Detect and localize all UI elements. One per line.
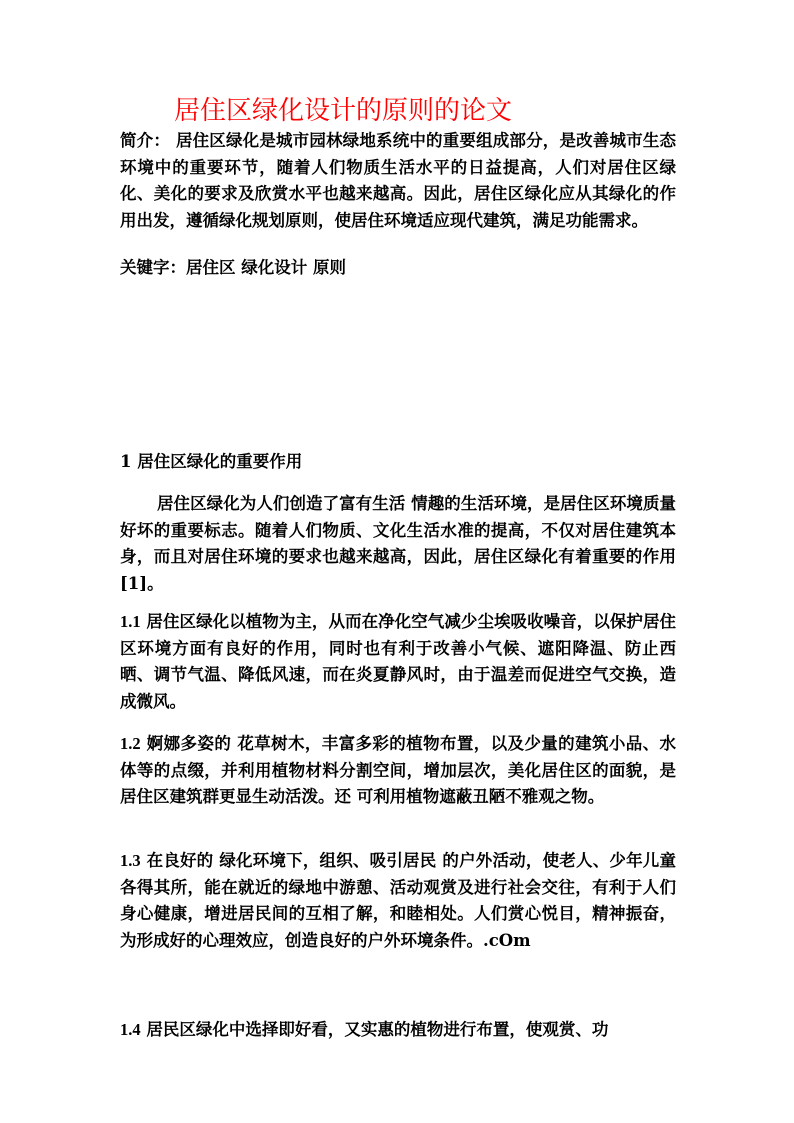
page-title: 居住区绿化设计的原则的论文	[174, 96, 513, 126]
item-number: 1.2	[120, 734, 141, 753]
item-paragraph-1-2	[120, 731, 676, 811]
keywords-line: 关键字：居住区 绿化设计 原则	[120, 258, 346, 277]
section-intro-paragraph: 居住区绿化为人们创造了富有生活 情趣的生活环境，是居住区环境质量好坏的重要标志。随着人们物质、文化生活水准的提高，不仅对居住建筑本身，而且对居住环境的要求也越来越高，因此，居住区绿化有着重要的作用[1]。	[120, 494, 676, 593]
item-paragraph-1-3	[120, 848, 676, 954]
section-heading: 1 居住区绿化的重要作用	[120, 452, 303, 471]
item-paragraph-1-4	[120, 1017, 676, 1044]
item-paragraph-1-1	[120, 609, 676, 715]
abstract-paragraph: 简介： 居住区绿化是城市园林绿地系统中的重要组成部分，是改善城市生态环境中的重要环节，随着人们物质生活水平的日益提高，人们对居住区绿化、美化的要求及欣赏水平也越来越高。因此，居住区绿化应从其绿化的作用出发，遵循绿化规划原则，使居住环境适应现代建筑，满足功能需求。	[120, 131, 676, 230]
item-number: 1.4	[120, 1020, 141, 1039]
item-text: 居住区绿化以植物为主，从而在净化空气减少尘埃吸收噪音，以保护居住区环境方面有良好的作用，同时也有利于改善小气候、遮阳降温、防止西晒、调节气温、降低风速，而在炎夏静风时，由于温差而促进空气交换，造成微风。	[120, 612, 676, 711]
item-number: 1.1	[120, 612, 141, 631]
item-number: 1.3	[120, 851, 141, 870]
item-text: 在良好的 绿化环境下，组织、吸引居民 的户外活动，使老人、少年儿童各得其所，能在就近的绿地中游憩、活动观赏及进行社会交往，有利于人们身心健康，增进居民间的互相了解，和睦相处。人们赏心悦目，精神振奋，为形成好的心理效应，创造良好的户外环境条件。.cOm	[120, 851, 676, 950]
item-text: 婀娜多姿的 花草树木，丰富多彩的植物布置，以及少量的建筑小品、水体等的点缀，并利用植物材料分割空间，增加层次，美化居住区的面貌，是居住区建筑群更显生动活泼。还 可利用植物遮蔽丑陋不雅观之物。	[120, 734, 676, 806]
item-text: 居民区绿化中选择即好看，又实惠的植物进行布置，使观赏、功	[146, 1020, 609, 1039]
